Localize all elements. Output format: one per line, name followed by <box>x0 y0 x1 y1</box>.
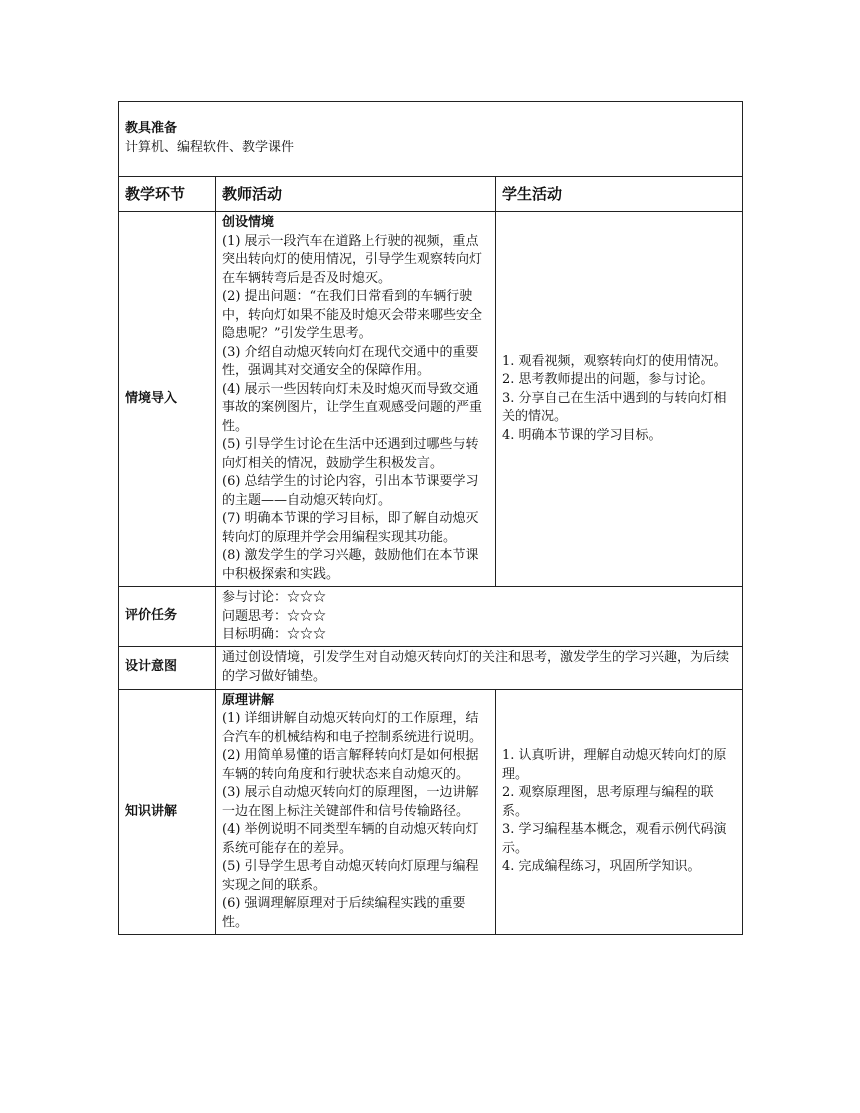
teacher-item: (6) 强调理解原理对于后续编程实践的重要性。 <box>222 896 466 930</box>
prep-cell <box>119 102 743 177</box>
student-item: 1. 认真听讲，理解自动熄灭转向灯的原理。 <box>502 748 727 782</box>
teacher-item: (8) 激发学生的学习兴趣，鼓励他们在本节课中积极探索和实践。 <box>222 548 479 582</box>
teacher-item: (5) 引导学生思考自动熄灭转向灯原理与编程实现之间的联系。 <box>222 859 479 893</box>
teacher-item: (4) 举例说明不同类型车辆的自动熄灭转向灯系统可能存在的差异。 <box>222 822 479 856</box>
evaluation-item: 目标明确：☆☆☆ <box>222 627 327 642</box>
prep-title: 教具准备 <box>125 121 178 136</box>
teacher-item: (5) 引导学生讨论在生活中还遇到过哪些与转向灯相关的情况，鼓励学生积极发言。 <box>222 437 479 471</box>
teacher-item: (6) 总结学生的讨论内容，引出本节课要学习的主题——自动熄灭转向灯。 <box>222 474 479 508</box>
teacher-item: (4) 展示一些因转向灯未及时熄灭而导致交通事故的案例图片，让学生直观感受问题的严重性。 <box>222 381 483 434</box>
evaluation-item: 问题思考：☆☆☆ <box>222 608 327 624</box>
student-item: 2. 观察原理图，思考原理与编程的联系。 <box>502 785 714 819</box>
section-knowledge-student <box>496 689 743 935</box>
evaluation-item: 参与讨论：☆☆☆ <box>222 590 327 605</box>
lesson-plan <box>118 101 742 935</box>
teacher-item: (3) 展示自动熄灭转向灯的原理图，一边讲解一边在图上标注关键部件和信号传输路径。 <box>222 785 479 819</box>
student-item: 2. 思考教师提出的问题，参与讨论。 <box>502 372 714 388</box>
teacher-item: (2) 用简单易懂的语言解释转向灯是如何根据车辆的转向角度和行驶状态来自动熄灭的。 <box>222 748 479 782</box>
design-row <box>119 646 743 689</box>
header-student: 学生活动 <box>496 177 743 212</box>
teacher-item: (3) 介绍自动熄灭转向灯在现代交通中的重要性，强调其对交通安全的保障作用。 <box>222 344 479 378</box>
section-intro-student <box>496 212 743 587</box>
section-intro-teacher <box>216 212 496 587</box>
design-label: 设计意图 <box>119 646 216 689</box>
section-knowledge-row <box>119 689 743 935</box>
teacher-title: 原理讲解 <box>222 692 275 708</box>
student-item: 4. 完成编程练习，巩固所学知识。 <box>502 859 701 874</box>
header-stage: 教学环节 <box>119 177 216 212</box>
student-item: 3. 学习编程基本概念，观看示例代码演示。 <box>502 822 727 856</box>
teacher-item: (1) 详细讲解自动熄灭转向灯的工作原理，结合汽车的机械结构和电子控制系统进行说明。 <box>222 711 483 745</box>
teacher-item: (1) 展示一段汽车在道路上行驶的视频，重点突出转向灯的使用情况，引导学生观察转向灯在车辆转弯后是否及时熄灭。 <box>222 233 483 286</box>
student-item: 1. 观看视频，观察转向灯的使用情况。 <box>502 353 727 369</box>
header-row <box>119 177 743 212</box>
header-teacher: 教师活动 <box>216 177 496 212</box>
section-intro-label: 情境导入 <box>119 212 216 587</box>
prep-row <box>119 102 743 177</box>
student-item: 4. 明确本节课的学习目标。 <box>502 427 662 443</box>
section-knowledge-label: 知识讲解 <box>119 689 216 935</box>
evaluation-content <box>216 587 743 647</box>
teacher-item: (2) 提出问题：“在我们日常看到的车辆行驶中，转向灯如果不能及时熄灭会带来哪些安全隐患呢？”引发学生思考。 <box>222 289 483 341</box>
section-intro-row <box>119 212 743 587</box>
evaluation-label: 评价任务 <box>119 587 216 647</box>
teacher-title: 创设情境 <box>222 215 275 230</box>
design-content: 通过创设情境，引发学生对自动熄灭转向灯的关注和思考，激发学生的学习兴趣，为后续的学习做好铺垫。 <box>216 646 743 689</box>
teacher-item: (7) 明确本节课的学习目标，即了解自动熄灭转向灯的原理并学会用编程实现其功能。 <box>222 511 479 545</box>
evaluation-row <box>119 587 743 647</box>
student-item: 3. 分享自己在生活中遇到的与转向灯相关的情况。 <box>502 390 727 425</box>
lesson-plan-table <box>118 101 743 935</box>
section-knowledge-teacher <box>216 689 496 935</box>
prep-content: 计算机、编程软件、教学课件 <box>125 139 295 155</box>
